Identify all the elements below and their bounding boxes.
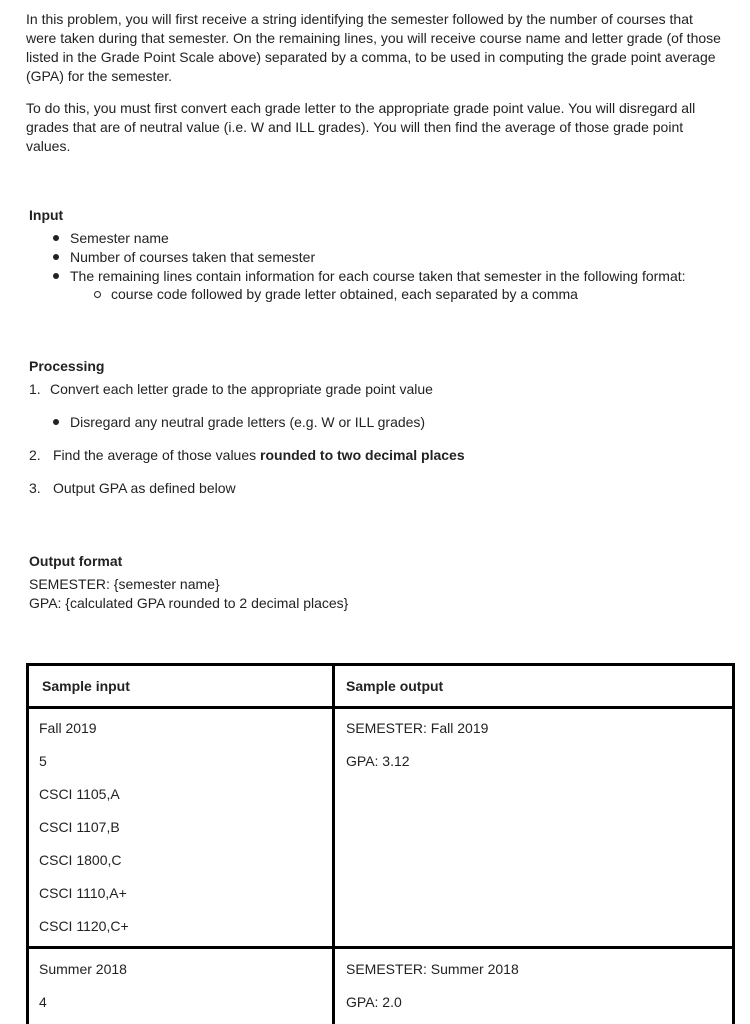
step-2-bold-text: rounded to two decimal places <box>260 447 465 463</box>
table-cell-output-line: SEMESTER: Fall 2019 <box>346 720 489 736</box>
table-cell-input-line: CSCI 1800,C <box>39 852 122 868</box>
processing-step-1-sub: Disregard any neutral grade letters (e.g. W or ILL grades) <box>70 414 426 430</box>
input-item-1: Semester name <box>70 230 169 246</box>
intro-paragraph-2: To do this, you must first convert each grade letter to the appropriate grade point value. You will disregard all grades that are of neutral value (i.e. W and ILL grades). You will then find the average of those grade point values. <box>26 100 696 154</box>
processing-step-1: Convert each letter grade to the appropriate grade point value <box>50 381 433 397</box>
step-number-1: 1. <box>29 381 41 397</box>
output-line-2: GPA: {calculated GPA rounded to 2 decimal places} <box>29 595 349 611</box>
bullet-dot-icon <box>53 235 59 241</box>
processing-step-2 <box>53 446 465 465</box>
table-cell-input-line: CSCI 1120,C+ <box>39 918 129 934</box>
bullet-dot-icon <box>53 254 59 260</box>
input-item-3: The remaining lines contain information for each course taken that semester in the following format: <box>70 268 686 284</box>
bullet-circle-icon <box>94 291 101 298</box>
step-number-2: 2. <box>29 447 41 463</box>
table-cell-output-line: GPA: 3.12 <box>346 753 410 769</box>
input-sub-item: course code followed by grade letter obtained, each separated by a comma <box>111 286 578 302</box>
table-cell-input-line: CSCI 1105,A <box>39 786 120 802</box>
bullet-dot-icon <box>53 273 59 279</box>
table-cell-input-line: Summer 2018 <box>39 961 127 977</box>
output-heading: Output format <box>29 553 123 569</box>
table-header-input: Sample input <box>42 678 130 694</box>
bullet-dot-icon <box>53 419 59 425</box>
table-cell-output-line: SEMESTER: Summer 2018 <box>346 961 519 977</box>
table-row-divider <box>26 946 735 949</box>
table-header-divider <box>26 706 735 709</box>
table-column-divider <box>332 663 335 1024</box>
processing-step-3: Output GPA as defined below <box>53 480 236 496</box>
input-item-2: Number of courses taken that semester <box>70 249 316 265</box>
processing-heading: Processing <box>29 358 105 374</box>
intro-paragraph-1: In this problem, you will first receive a string identifying the semester followed by the number of courses that were taken during that semester. On the remaining lines, you will receive course name and letter grade (of those listed in the Grade Point Scale above) separated by a comma, to be used in computing the grade point average (GPA) for the semester. <box>26 11 721 84</box>
table-cell-input-line: CSCI 1107,B <box>39 819 120 835</box>
table-header-output: Sample output <box>346 678 444 694</box>
table-cell-input-line: Fall 2019 <box>39 720 97 736</box>
step-2-text: Find the average of those values <box>53 447 261 463</box>
input-heading: Input <box>29 207 64 223</box>
output-line-1: SEMESTER: {semester name} <box>29 576 220 592</box>
table-cell-input-line: 5 <box>39 753 47 769</box>
table-cell-input-line: 4 <box>39 994 47 1010</box>
step-number-3: 3. <box>29 480 41 496</box>
table-cell-output-line: GPA: 2.0 <box>346 994 402 1010</box>
table-cell-input-line: CSCI 1110,A+ <box>39 885 127 901</box>
